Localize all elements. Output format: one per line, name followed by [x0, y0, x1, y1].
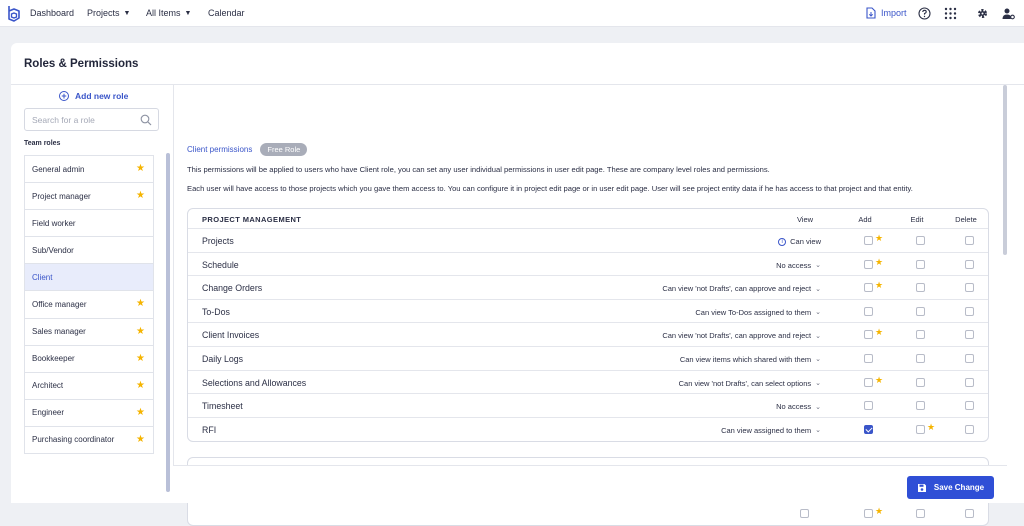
edit-checkbox[interactable] — [916, 236, 925, 245]
project-management-section — [187, 208, 989, 442]
chevron-down-icon: ⌄ — [815, 356, 821, 364]
view-access-value: Can view To-Dos assigned to them — [695, 307, 812, 317]
edit-cell — [916, 260, 936, 270]
delete-checkbox[interactable] — [965, 260, 974, 269]
settings-gear-icon[interactable] — [976, 7, 989, 20]
star-icon: ★ — [136, 190, 145, 202]
view-access-dropdown[interactable] — [776, 261, 821, 270]
edit-cell — [916, 307, 936, 317]
permissions-description: This permissions will be applied to users who have Client role, you can set any user individual permissions in user edit page. These are company level roles and permissions. — [187, 165, 770, 174]
edit-checkbox[interactable] — [916, 509, 925, 518]
permission-row-daily-logs — [188, 347, 988, 371]
permission-row-selections-and-allowances — [188, 371, 988, 395]
column-header-view: View — [796, 215, 814, 224]
chevron-down-icon: ⌄ — [815, 285, 821, 293]
role-label: General admin — [32, 164, 85, 174]
roles-sidebar — [24, 85, 174, 503]
sidebar-role-sub-vendor[interactable] — [25, 237, 153, 264]
view-access-value: No access — [776, 260, 812, 270]
add-checkbox[interactable] — [864, 354, 873, 363]
star-icon: ★ — [136, 433, 145, 445]
star-icon: ★ — [875, 505, 884, 516]
footer-bar — [173, 465, 1007, 503]
view-checkbox[interactable] — [800, 509, 809, 518]
add-checkbox[interactable] — [864, 509, 873, 518]
delete-cell — [965, 283, 985, 293]
sidebar-role-architect[interactable] — [25, 373, 153, 400]
permission-name: RFI — [202, 424, 217, 435]
delete-checkbox[interactable] — [965, 425, 974, 434]
view-access-dropdown[interactable] — [695, 308, 821, 317]
permission-name: Daily Logs — [202, 353, 244, 364]
chevron-down-icon: ▼ — [184, 9, 192, 17]
edit-checkbox[interactable] — [916, 354, 925, 363]
add-checkbox[interactable] — [864, 260, 873, 269]
add-checkbox[interactable] — [864, 330, 873, 339]
view-access-value: No access — [776, 402, 812, 412]
role-list — [24, 155, 154, 454]
view-access-value: Can view items which shared with them — [679, 354, 812, 364]
delete-cell — [965, 307, 985, 317]
permission-row-to-dos — [188, 300, 988, 324]
delete-cell — [965, 260, 985, 270]
star-icon: ★ — [136, 352, 145, 364]
permission-name: Projects — [202, 236, 234, 246]
import-button[interactable]: Import — [866, 7, 907, 19]
view-access-value: Can view — [790, 237, 821, 246]
sidebar-role-purchasing-coordinator[interactable] — [25, 427, 153, 454]
view-access-dropdown[interactable] — [778, 237, 821, 246]
edit-cell — [916, 401, 936, 411]
delete-checkbox[interactable] — [965, 307, 974, 316]
search-icon[interactable] — [140, 114, 152, 126]
column-header-delete: Delete — [955, 215, 977, 224]
chevron-down-icon: ⌄ — [815, 262, 821, 270]
star-icon: ★ — [136, 325, 145, 337]
sidebar-role-general-admin[interactable] — [25, 156, 153, 183]
delete-cell — [965, 401, 985, 411]
section-title: PROJECT MANAGEMENT — [202, 215, 302, 224]
permission-row-rfi — [188, 418, 988, 442]
chevron-down-icon: ⌄ — [815, 332, 821, 340]
column-header-add: Add — [858, 215, 872, 224]
app-logo-icon[interactable] — [7, 5, 21, 22]
sidebar-role-bookkeeper[interactable] — [25, 346, 153, 373]
view-access-dropdown[interactable] — [776, 402, 821, 411]
save-disk-icon — [917, 483, 927, 493]
sidebar-role-client[interactable] — [25, 264, 153, 291]
help-icon[interactable] — [918, 7, 931, 20]
edit-checkbox[interactable] — [916, 307, 925, 316]
permission-name: Change Orders — [202, 283, 263, 294]
apps-grid-icon[interactable] — [944, 7, 957, 20]
delete-cell — [965, 425, 985, 435]
delete-cell — [965, 330, 985, 340]
edit-checkbox[interactable] — [916, 260, 925, 269]
column-header-edit: Edit — [910, 215, 924, 224]
free-role-badge: Free Role — [260, 143, 307, 156]
role-label: Architect — [32, 381, 64, 391]
role-label: Sub/Vendor — [32, 245, 74, 255]
view-access-value: Can view 'not Drafts', can approve and reject — [662, 284, 812, 294]
view-access-dropdown[interactable] — [679, 379, 821, 388]
add-checkbox[interactable] — [864, 401, 873, 410]
delete-cell — [965, 236, 985, 246]
sidebar-role-office-manager[interactable] — [25, 291, 153, 318]
sidebar-role-project-manager[interactable] — [25, 183, 153, 210]
role-label: Office manager — [32, 300, 87, 310]
add-checkbox[interactable] — [864, 378, 873, 387]
permissions-header — [187, 143, 307, 156]
permission-name: Timesheet — [202, 401, 243, 412]
edit-checkbox[interactable] — [916, 283, 925, 292]
delete-cell — [965, 354, 985, 364]
permission-row-blank — [188, 502, 988, 526]
edit-cell — [916, 330, 936, 340]
permission-row-client-invoices — [188, 323, 988, 347]
view-access-dropdown[interactable] — [721, 426, 821, 435]
permission-name: Schedule — [202, 259, 239, 270]
permission-name: To-Dos — [202, 306, 230, 317]
edit-checkbox[interactable] — [916, 378, 925, 387]
chevron-down-icon: ⌄ — [815, 403, 821, 411]
chevron-down-icon: ⌄ — [815, 309, 821, 317]
view-access-dropdown[interactable] — [662, 331, 821, 340]
star-icon: ★ — [136, 163, 145, 174]
edit-checkbox[interactable] — [916, 401, 925, 410]
edit-cell — [916, 236, 936, 246]
permission-row-change-orders — [188, 276, 988, 300]
star-icon: ★ — [136, 379, 145, 391]
edit-cell — [916, 378, 936, 388]
add-checkbox[interactable] — [864, 425, 873, 434]
view-access-dropdown[interactable] — [662, 284, 821, 293]
view-cell — [800, 509, 820, 519]
star-icon: ★ — [875, 233, 884, 243]
delete-checkbox[interactable] — [965, 236, 974, 245]
edit-checkbox[interactable] — [916, 425, 925, 434]
star-icon: ★ — [875, 374, 884, 385]
nav-all-items[interactable]: All Items ▼ — [146, 8, 192, 18]
permission-row-projects — [188, 229, 988, 253]
star-icon: ★ — [875, 327, 884, 338]
role-label: Field worker — [32, 218, 76, 228]
add-checkbox[interactable] — [864, 283, 873, 292]
section-header — [188, 209, 988, 229]
role-label: Engineer — [32, 408, 65, 418]
star-icon: ★ — [927, 421, 936, 432]
top-navigation-bar — [0, 0, 1024, 27]
chevron-down-icon: ⌄ — [815, 427, 821, 435]
plus-circle-icon: + — [59, 91, 69, 101]
role-search-box — [24, 108, 159, 131]
sidebar-role-sales-manager[interactable] — [25, 319, 153, 346]
permission-name: Selections and Allowances — [202, 377, 307, 388]
add-cell — [864, 425, 884, 435]
permission-row-timesheet — [188, 394, 988, 418]
permissions-panel — [187, 85, 1005, 516]
sidebar-role-engineer[interactable] — [25, 400, 153, 427]
edit-cell — [916, 354, 936, 364]
edit-checkbox[interactable] — [916, 330, 925, 339]
page-title: Roles & Permissions — [24, 58, 139, 70]
chevron-down-icon: ▼ — [123, 9, 131, 17]
role-label: Bookkeeper — [32, 354, 75, 364]
permission-row-schedule — [188, 253, 988, 277]
edit-cell — [916, 509, 936, 519]
view-access-value: Can view assigned to them — [721, 425, 812, 435]
add-new-role-button[interactable]: + Add new role — [59, 91, 128, 101]
add-cell — [864, 327, 884, 340]
chevron-down-icon: ⌄ — [815, 380, 821, 388]
role-list-scrollbar[interactable] — [166, 153, 170, 492]
info-icon: i — [778, 238, 786, 246]
star-icon: ★ — [136, 406, 145, 418]
roles-permissions-card — [11, 43, 1024, 516]
delete-checkbox[interactable] — [965, 330, 974, 339]
add-cell — [864, 256, 884, 270]
add-cell — [864, 280, 884, 293]
user-settings-icon[interactable] — [1002, 7, 1015, 20]
nav-dashboard[interactable]: Dashboard — [30, 8, 75, 18]
permission-name: Client Invoices — [202, 330, 260, 341]
edit-cell — [916, 421, 936, 435]
view-access-value: Can view 'not Drafts', can select options — [678, 378, 812, 388]
nav-calendar[interactable]: Calendar — [208, 8, 245, 18]
view-access-value: Can view 'not Drafts', can approve and reject — [662, 331, 812, 341]
add-cell — [864, 505, 884, 519]
delete-checkbox[interactable] — [965, 401, 974, 410]
add-checkbox[interactable] — [864, 236, 873, 245]
view-access-dropdown[interactable] — [680, 355, 821, 364]
delete-checkbox[interactable] — [965, 378, 974, 387]
edit-cell — [916, 283, 936, 293]
add-checkbox[interactable] — [864, 307, 873, 316]
add-cell — [864, 233, 884, 246]
delete-cell — [965, 509, 985, 519]
add-cell — [864, 401, 884, 411]
save-change-button[interactable]: Save Change — [907, 476, 994, 499]
star-icon: ★ — [136, 298, 145, 310]
sidebar-role-field-worker[interactable] — [25, 210, 153, 237]
add-cell — [864, 354, 884, 364]
role-label: Client — [32, 272, 53, 282]
add-cell — [864, 374, 884, 388]
star-icon: ★ — [875, 280, 884, 291]
delete-checkbox[interactable] — [965, 283, 974, 292]
role-search-input[interactable] — [32, 115, 137, 125]
delete-cell — [965, 378, 985, 388]
delete-checkbox[interactable] — [965, 354, 974, 363]
role-label: Sales manager — [32, 327, 86, 337]
import-file-icon — [866, 7, 876, 19]
add-cell — [864, 307, 884, 317]
project-access-description: Each user will have access to those projects which you gave them access to. You can configure it in project edit page or in user edit page. User will see project entity data if he has access to that project and that entity. — [187, 184, 913, 193]
client-permissions-label: Client permissions — [187, 145, 253, 154]
delete-checkbox[interactable] — [965, 509, 974, 518]
role-label: Project manager — [32, 191, 91, 201]
nav-projects[interactable]: Projects ▼ — [87, 8, 131, 18]
star-icon: ★ — [875, 256, 884, 267]
permissions-scrollbar[interactable] — [1003, 85, 1007, 255]
role-label: Purchasing coordinator — [32, 435, 115, 445]
team-roles-label: Team roles — [24, 140, 61, 147]
